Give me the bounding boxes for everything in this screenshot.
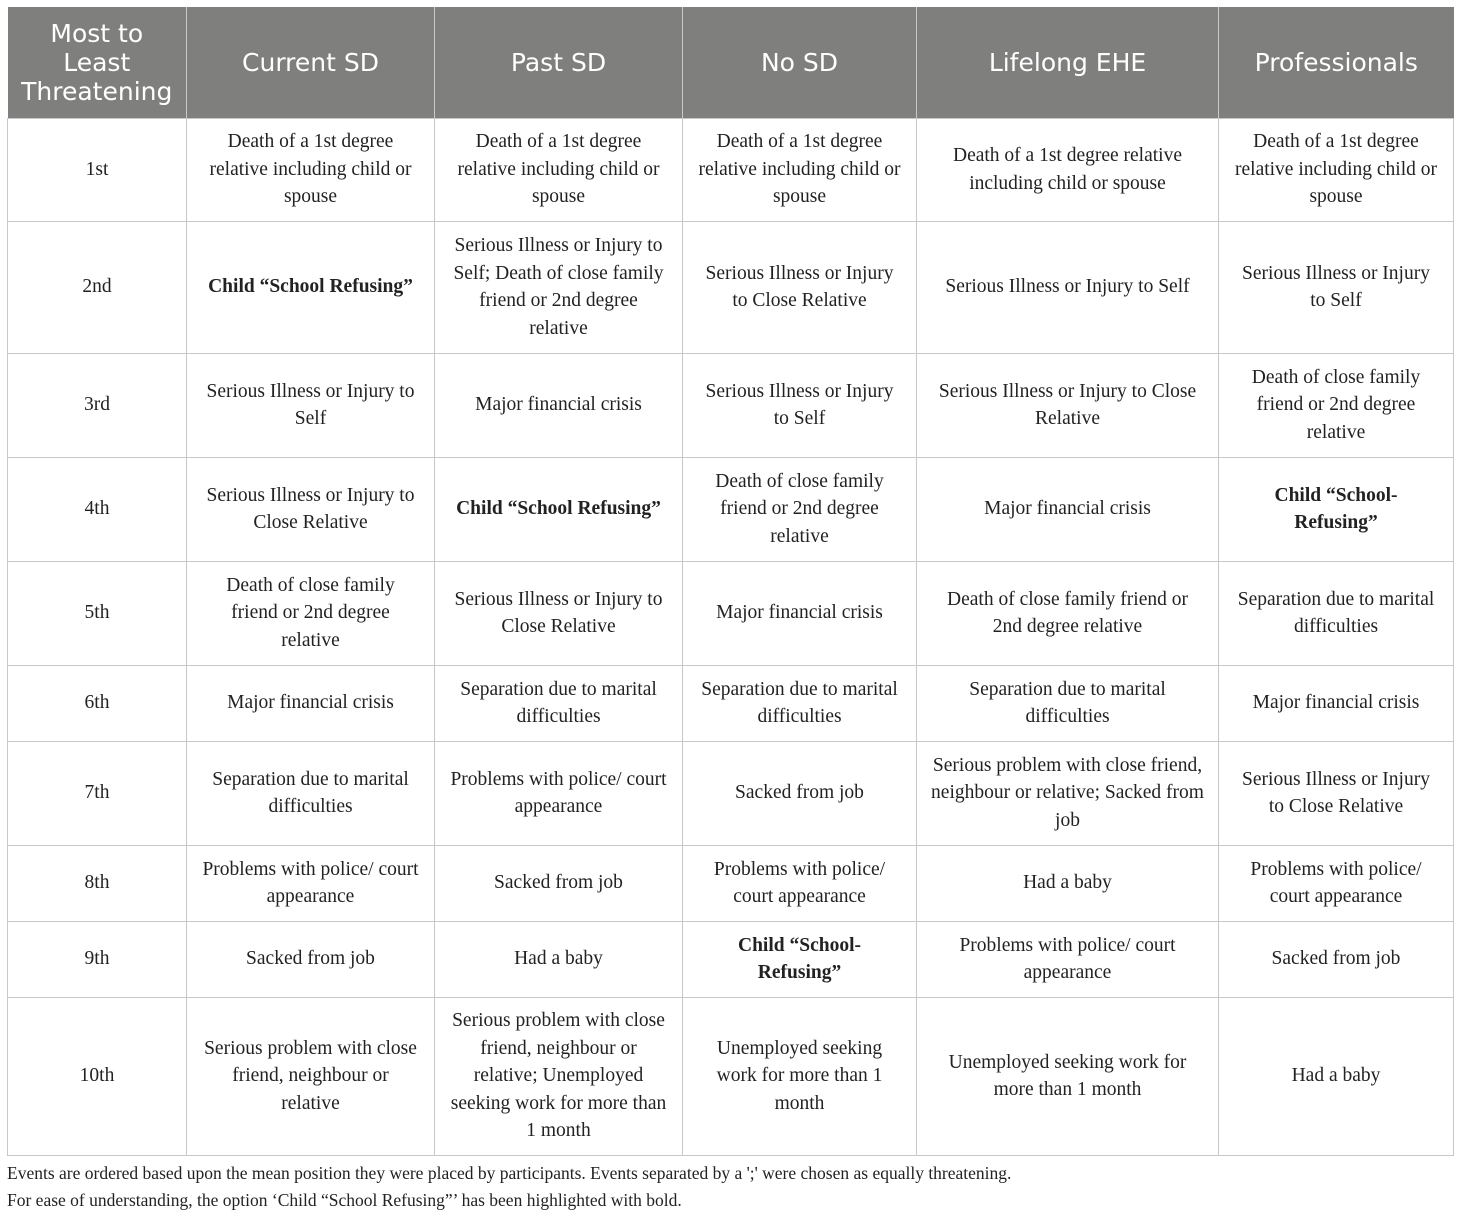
cell-lifelong-ehe: Serious problem with close friend, neighbour or relative; Sacked from job xyxy=(917,741,1219,845)
table-row xyxy=(8,561,1454,665)
cell-past-sd: Sacked from job xyxy=(435,845,683,921)
cell-professionals: Major financial crisis xyxy=(1219,665,1454,741)
table-row xyxy=(8,457,1454,561)
table-notes xyxy=(7,1160,1453,1214)
rank-cell: 3rd xyxy=(8,353,187,457)
header-row xyxy=(8,7,1454,118)
rank-cell: 2nd xyxy=(8,221,187,353)
cell-past-sd: Child “School Refusing” xyxy=(435,457,683,561)
cell-past-sd: Serious problem with close friend, neighbour or relative; Unemployed seeking work for more than 1 month xyxy=(435,997,683,1155)
cell-professionals: Death of a 1st degree relative including child or spouse xyxy=(1219,118,1454,221)
header-no-sd: No SD xyxy=(683,7,917,118)
cell-lifelong-ehe: Separation due to marital difficulties xyxy=(917,665,1219,741)
cell-current-sd: Death of a 1st degree relative including child or spouse xyxy=(187,118,435,221)
cell-no-sd: Separation due to marital difficulties xyxy=(683,665,917,741)
cell-lifelong-ehe: Serious Illness or Injury to Close Relative xyxy=(917,353,1219,457)
table-row xyxy=(8,118,1454,221)
cell-no-sd: Child “School-Refusing” xyxy=(683,921,917,997)
cell-professionals: Serious Illness or Injury to Close Relative xyxy=(1219,741,1454,845)
table-row xyxy=(8,997,1454,1155)
cell-current-sd: Child “School Refusing” xyxy=(187,221,435,353)
cell-no-sd: Serious Illness or Injury to Self xyxy=(683,353,917,457)
rank-cell: 6th xyxy=(8,665,187,741)
cell-lifelong-ehe: Major financial crisis xyxy=(917,457,1219,561)
cell-past-sd: Major financial crisis xyxy=(435,353,683,457)
cell-lifelong-ehe: Serious Illness or Injury to Self xyxy=(917,221,1219,353)
cell-professionals: Death of close family friend or 2nd degree relative xyxy=(1219,353,1454,457)
cell-no-sd: Sacked from job xyxy=(683,741,917,845)
header-lifelong-ehe: Lifelong EHE xyxy=(917,7,1219,118)
cell-past-sd: Serious Illness or Injury to Close Relative xyxy=(435,561,683,665)
threat-ranking-table xyxy=(7,7,1454,1156)
cell-lifelong-ehe: Death of a 1st degree relative including child or spouse xyxy=(917,118,1219,221)
table-row xyxy=(8,845,1454,921)
table-header xyxy=(8,7,1454,118)
note-ordering: Events are ordered based upon the mean position they were placed by participants. Events separated by a ';' were chosen as equally threatening. xyxy=(7,1163,1012,1183)
rank-cell: 8th xyxy=(8,845,187,921)
rank-cell: 1st xyxy=(8,118,187,221)
cell-past-sd: Separation due to marital difficulties xyxy=(435,665,683,741)
cell-current-sd: Major financial crisis xyxy=(187,665,435,741)
cell-past-sd: Had a baby xyxy=(435,921,683,997)
cell-current-sd: Serious problem with close friend, neighbour or relative xyxy=(187,997,435,1155)
cell-lifelong-ehe: Unemployed seeking work for more than 1 month xyxy=(917,997,1219,1155)
table-row xyxy=(8,221,1454,353)
cell-current-sd: Death of close family friend or 2nd degree relative xyxy=(187,561,435,665)
cell-past-sd: Serious Illness or Injury to Self; Death of close family friend or 2nd degree relative xyxy=(435,221,683,353)
cell-lifelong-ehe: Had a baby xyxy=(917,845,1219,921)
cell-professionals: Separation due to marital difficulties xyxy=(1219,561,1454,665)
header-rank: Most to Least Threatening xyxy=(8,7,187,118)
cell-no-sd: Death of close family friend or 2nd degree relative xyxy=(683,457,917,561)
cell-professionals: Sacked from job xyxy=(1219,921,1454,997)
cell-lifelong-ehe: Death of close family friend or 2nd degree relative xyxy=(917,561,1219,665)
cell-current-sd: Sacked from job xyxy=(187,921,435,997)
rank-cell: 4th xyxy=(8,457,187,561)
cell-current-sd: Serious Illness or Injury to Close Relative xyxy=(187,457,435,561)
rank-cell: 10th xyxy=(8,997,187,1155)
rank-cell: 9th xyxy=(8,921,187,997)
cell-no-sd: Death of a 1st degree relative including child or spouse xyxy=(683,118,917,221)
cell-current-sd: Problems with police/ court appearance xyxy=(187,845,435,921)
rank-cell: 7th xyxy=(8,741,187,845)
header-past-sd: Past SD xyxy=(435,7,683,118)
cell-past-sd: Problems with police/ court appearance xyxy=(435,741,683,845)
cell-professionals: Child “School-Refusing” xyxy=(1219,457,1454,561)
table-row xyxy=(8,353,1454,457)
cell-no-sd: Problems with police/ court appearance xyxy=(683,845,917,921)
cell-professionals: Problems with police/ court appearance xyxy=(1219,845,1454,921)
cell-no-sd: Serious Illness or Injury to Close Relative xyxy=(683,221,917,353)
rank-cell: 5th xyxy=(8,561,187,665)
cell-professionals: Serious Illness or Injury to Self xyxy=(1219,221,1454,353)
header-professionals: Professionals xyxy=(1219,7,1454,118)
cell-professionals: Had a baby xyxy=(1219,997,1454,1155)
cell-current-sd: Separation due to marital difficulties xyxy=(187,741,435,845)
table-row xyxy=(8,921,1454,997)
cell-no-sd: Unemployed seeking work for more than 1 month xyxy=(683,997,917,1155)
cell-past-sd: Death of a 1st degree relative including child or spouse xyxy=(435,118,683,221)
table-row xyxy=(8,665,1454,741)
cell-no-sd: Major financial crisis xyxy=(683,561,917,665)
note-bold-highlight: For ease of understanding, the option ‘Child “School Refusing”’ has been highlighted with bold. xyxy=(7,1190,682,1210)
table-body xyxy=(8,118,1454,1155)
table-row xyxy=(8,741,1454,845)
ranking-table-container xyxy=(7,7,1453,1156)
cell-current-sd: Serious Illness or Injury to Self xyxy=(187,353,435,457)
cell-lifelong-ehe: Problems with police/ court appearance xyxy=(917,921,1219,997)
header-current-sd: Current SD xyxy=(187,7,435,118)
